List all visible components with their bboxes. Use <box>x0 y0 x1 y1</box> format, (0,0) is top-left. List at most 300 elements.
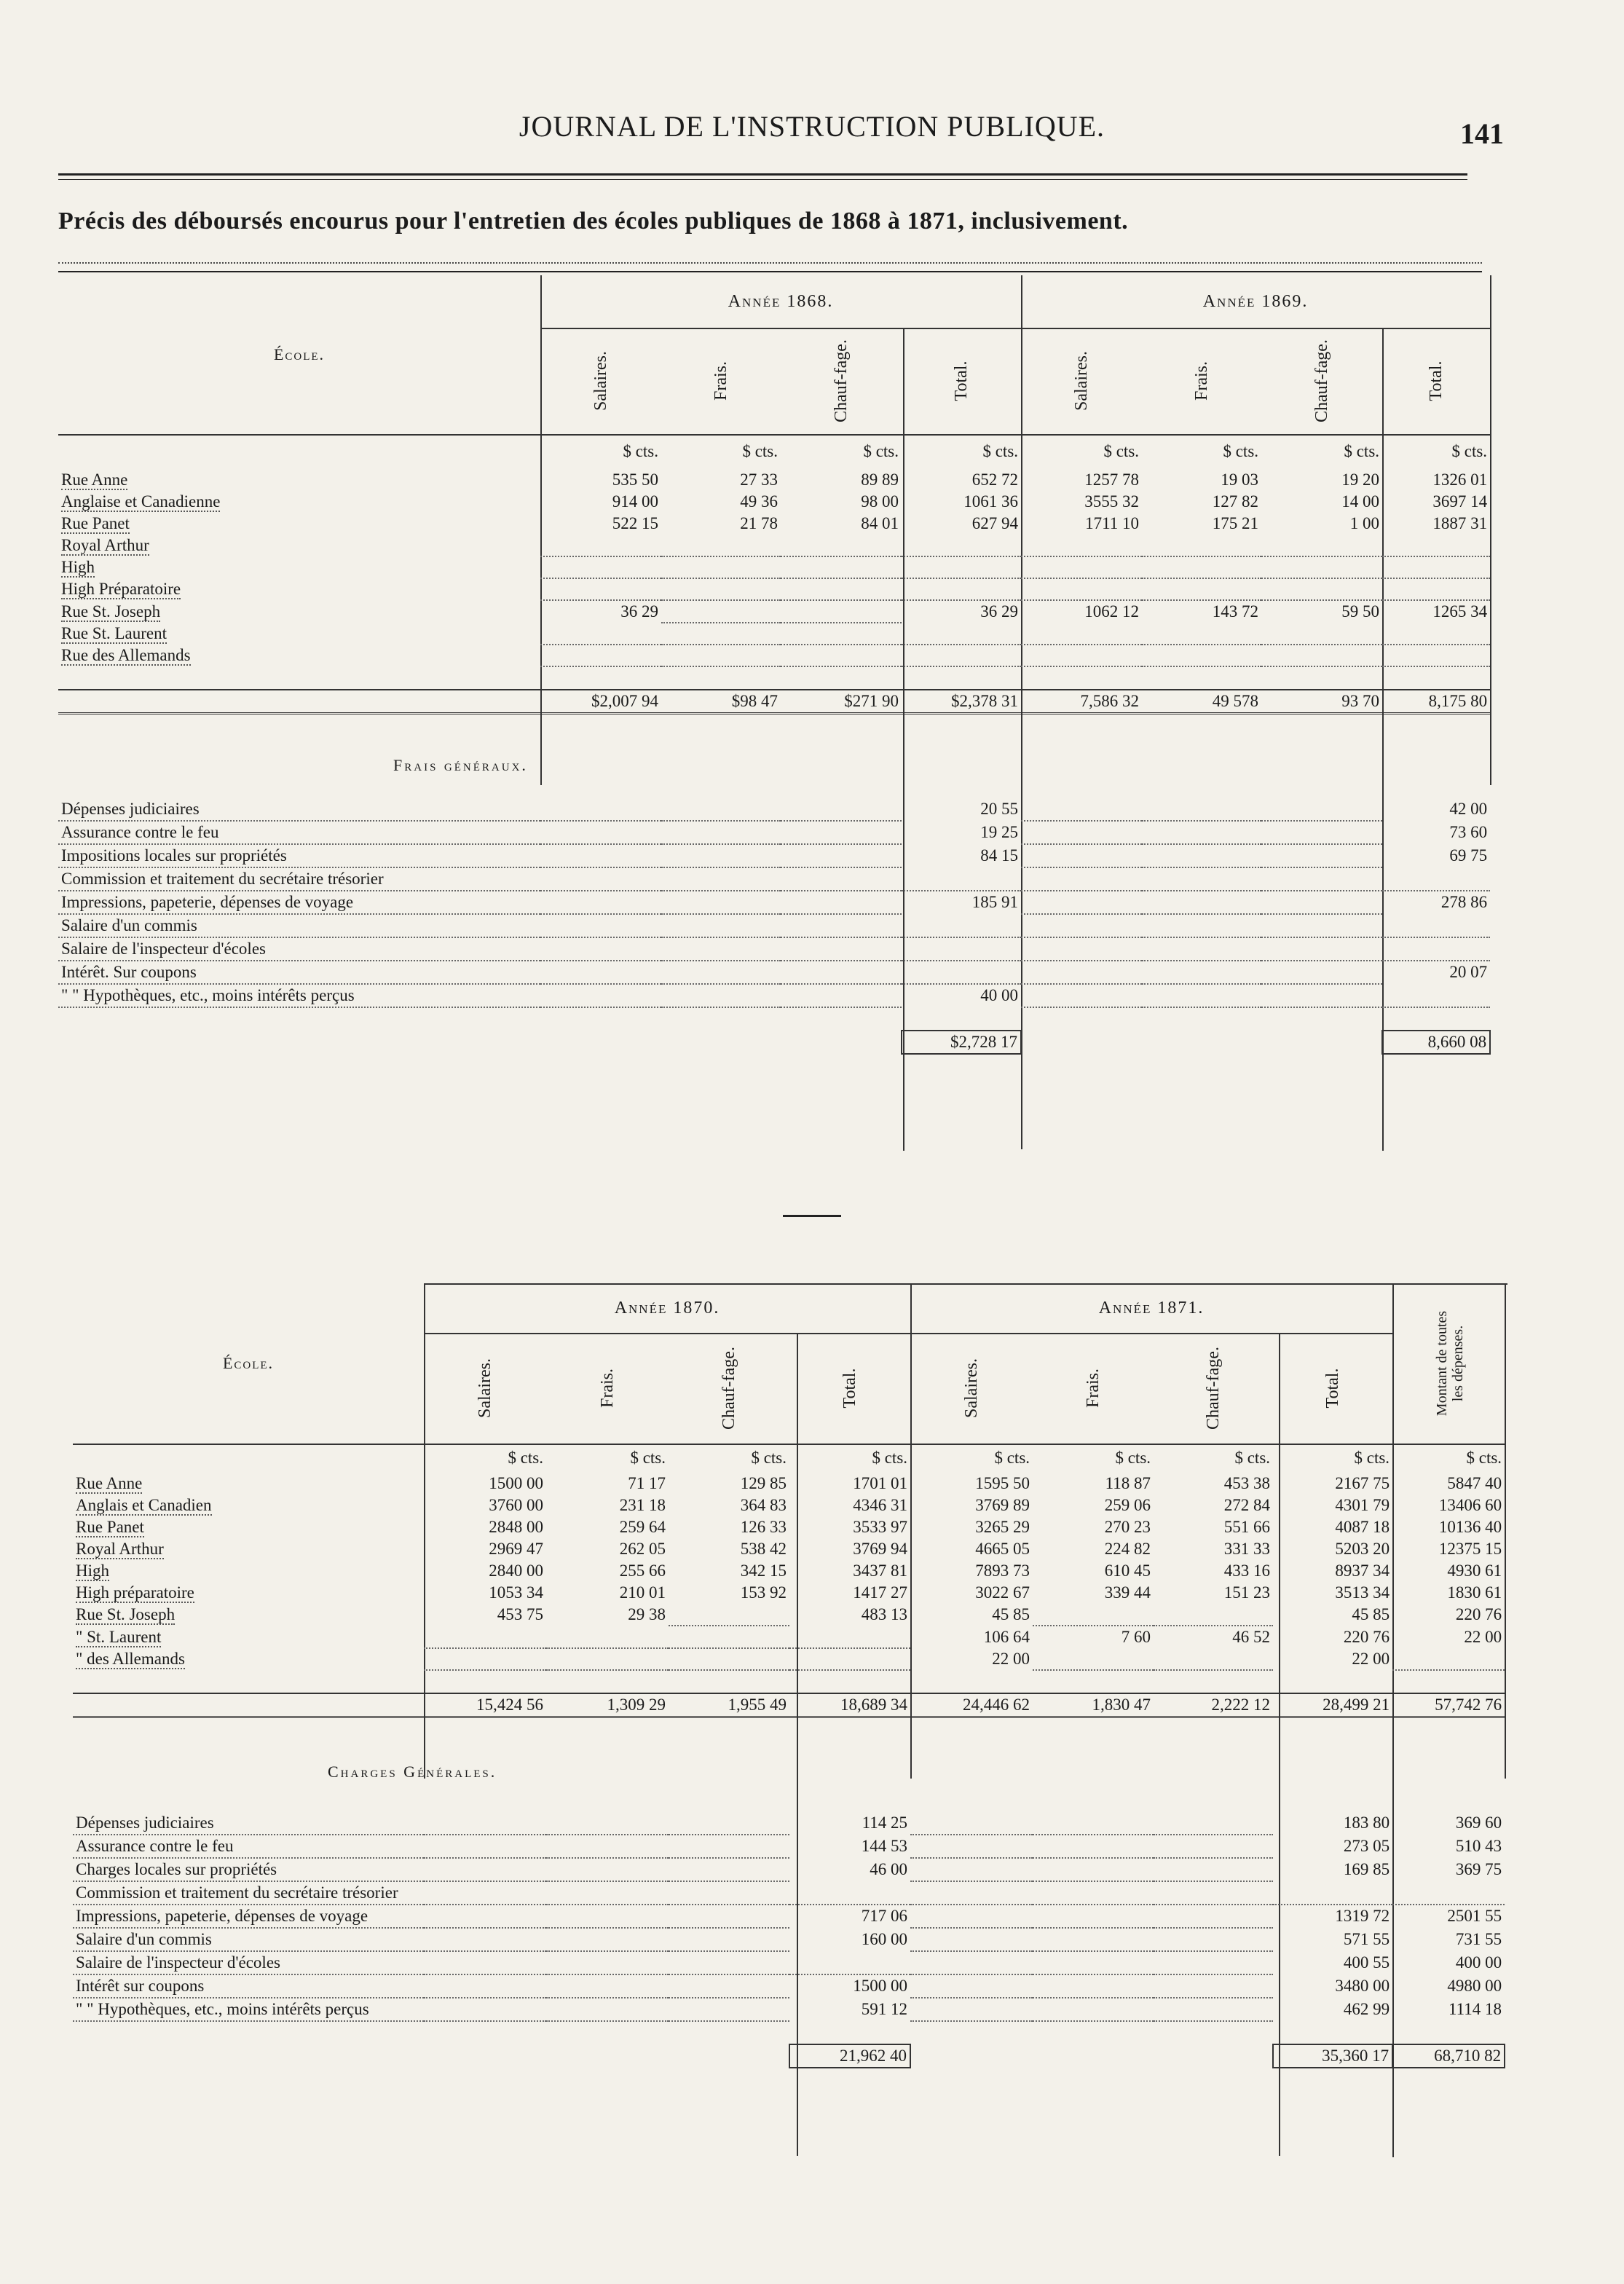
unit-label: $ cts. <box>1354 1449 1390 1467</box>
cell-value: 1257 78 <box>1084 470 1140 489</box>
title-rule <box>58 262 1482 264</box>
col-header: Salaires. <box>1072 351 1092 411</box>
expense-1871: 1319 72 <box>1335 1907 1390 1925</box>
cell-value <box>1021 645 1142 666</box>
section-divider <box>783 1215 841 1217</box>
col-header: Salaires. <box>962 1358 982 1418</box>
expense-row <box>73 1812 1505 1835</box>
school-name: Rue des Allemands <box>61 646 191 664</box>
cell-value: 3265 29 <box>975 1518 1030 1536</box>
table-row <box>58 645 1490 666</box>
expense-1869 <box>1382 914 1490 937</box>
unit-label: $ cts. <box>623 442 658 460</box>
cell-value: 71 17 <box>628 1474 666 1492</box>
expense-1869: 20 07 <box>1449 963 1488 981</box>
header-rule-thin <box>58 179 1467 180</box>
unit-label: $ cts. <box>863 442 899 460</box>
school-name: " des Allemands <box>76 1650 185 1668</box>
cell-value: 535 50 <box>612 470 658 489</box>
general-expenses-header: Frais généraux. <box>393 755 528 774</box>
expense-1871: 3480 00 <box>1335 1976 1390 1995</box>
table-row <box>73 1604 1505 1626</box>
expense-all-years: 369 60 <box>1455 1814 1502 1832</box>
cell-value <box>661 600 781 623</box>
expense-row <box>58 798 1490 821</box>
expense-label: Dépenses judiciaires <box>76 1813 214 1832</box>
cell-value <box>540 578 661 600</box>
total-cell: 49 578 <box>1142 690 1261 714</box>
table-row <box>73 1516 1505 1538</box>
cell-value: 3437 81 <box>853 1562 908 1580</box>
expense-1869: 278 86 <box>1440 893 1488 911</box>
total-cell: 15,424 56 <box>424 1693 546 1717</box>
cell-value: 5847 40 <box>1447 1474 1502 1492</box>
cell-value: 1326 01 <box>1432 470 1488 489</box>
expense-row <box>58 844 1490 867</box>
col-header: Total. <box>1427 361 1446 401</box>
expense-1870: 114 25 <box>862 1814 908 1832</box>
expense-label: Impressions, papeterie, dépenses de voyage <box>76 1906 368 1925</box>
expense-all-years: 369 75 <box>1455 1859 1502 1878</box>
cell-value: 13406 60 <box>1438 1496 1502 1514</box>
cell-value <box>781 645 902 666</box>
cell-value <box>781 578 902 600</box>
expense-row <box>58 984 1490 1007</box>
col-header: Total. <box>952 361 971 401</box>
unit-label: $ cts. <box>742 442 778 460</box>
units-row <box>73 1444 1505 1473</box>
school-name: " St. Laurent <box>76 1627 162 1646</box>
expense-all-years: 2501 55 <box>1447 1907 1502 1925</box>
cell-value: 1061 36 <box>963 492 1019 511</box>
cell-value <box>1021 535 1142 556</box>
col-header: Total. <box>1323 1368 1343 1409</box>
expense-1868: 40 00 <box>980 986 1019 1004</box>
total-cell: 1,309 29 <box>546 1693 669 1717</box>
cell-value: 1701 01 <box>853 1474 908 1492</box>
cell-value <box>669 1604 789 1626</box>
cell-value: 331 33 <box>1223 1540 1271 1558</box>
expense-1869 <box>1382 937 1490 961</box>
cell-value: 27 33 <box>740 470 778 489</box>
expense-label: Impositions locales sur propriétés <box>61 846 287 865</box>
cell-value: 127 82 <box>1212 492 1259 511</box>
cell-value: 143 72 <box>1212 602 1259 621</box>
cell-value: 262 05 <box>619 1540 666 1558</box>
unit-label: $ cts. <box>1344 442 1380 460</box>
grand-total-1871: 35,360 17 <box>1273 2044 1392 2068</box>
cell-value <box>546 1648 669 1670</box>
cell-value <box>1382 645 1490 666</box>
expense-row <box>58 961 1490 984</box>
total-row <box>58 690 1490 714</box>
cell-value: 153 92 <box>740 1583 787 1602</box>
table2-body <box>73 1473 1505 1670</box>
cell-value <box>540 623 661 645</box>
cell-value: 129 85 <box>740 1474 787 1492</box>
expense-1868: 84 15 <box>980 846 1019 865</box>
cell-value <box>1142 535 1261 556</box>
expense-row <box>73 1858 1505 1881</box>
cell-value: 433 16 <box>1223 1562 1271 1580</box>
grand-total-1868: $2,728 17 <box>902 1031 1021 1054</box>
expense-row <box>73 1951 1505 1974</box>
cell-value <box>902 556 1021 578</box>
table-row <box>73 1538 1505 1560</box>
cell-value: 4087 18 <box>1335 1518 1390 1536</box>
expense-label: Impressions, papeterie, dépenses de voyage <box>61 892 354 911</box>
cell-value: 98 00 <box>861 492 899 511</box>
table-1868-1869 <box>58 275 1491 1055</box>
school-name: Rue St. Joseph <box>61 602 161 621</box>
year-header-1870: Année 1870. <box>614 1299 720 1318</box>
unit-label: $ cts. <box>1451 442 1488 460</box>
table-title: Précis des déboursés encourus pour l'entretien des écoles publiques de 1868 à 1871, inclusivement. <box>58 208 1129 235</box>
year-header-1871: Année 1871. <box>1098 1299 1205 1318</box>
cell-value: 610 45 <box>1104 1562 1151 1580</box>
expense-label: Dépenses judiciaires <box>61 799 200 818</box>
col-header-total-all: Montant de toutes les dépenses. <box>1434 1310 1467 1417</box>
expense-all-years: 510 43 <box>1455 1836 1502 1855</box>
expense-1868 <box>902 867 1021 891</box>
unit-label: $ cts. <box>982 442 1019 460</box>
unit-label: $ cts. <box>630 1449 666 1467</box>
cell-value: 151 23 <box>1223 1583 1271 1602</box>
expense-row <box>73 1974 1505 1998</box>
unit-label: $ cts. <box>1115 1449 1151 1467</box>
expense-1871: 462 99 <box>1343 1999 1390 2018</box>
cell-value <box>902 623 1021 645</box>
total-cell: 57,742 76 <box>1392 1693 1505 1717</box>
cell-value <box>789 1626 910 1648</box>
cell-value <box>540 645 661 666</box>
expense-1870 <box>789 1951 910 1974</box>
ecole-header: École. <box>273 345 326 363</box>
cell-value <box>661 535 781 556</box>
cell-value <box>424 1626 546 1648</box>
expense-label: Salaire d'un commis <box>76 1929 212 1948</box>
table-row <box>58 491 1490 513</box>
cell-value: 483 13 <box>861 1605 908 1623</box>
cell-value: 3513 34 <box>1335 1583 1390 1602</box>
cell-value: 2840 00 <box>489 1562 543 1580</box>
cell-value <box>1142 578 1261 600</box>
cell-value: 652 72 <box>971 470 1019 489</box>
expense-row <box>73 1881 1505 1905</box>
cell-value: 259 64 <box>619 1518 666 1536</box>
cell-value: 1711 10 <box>1085 514 1140 532</box>
expense-row <box>58 891 1490 914</box>
cell-value: 19 20 <box>1341 470 1380 489</box>
cell-value <box>661 645 781 666</box>
col-header: Frais. <box>1084 1369 1103 1408</box>
expense-label: Intérêt sur coupons <box>76 1976 205 1995</box>
cell-value: 551 66 <box>1223 1518 1271 1536</box>
total-cell: 18,689 34 <box>789 1693 910 1717</box>
total-cell: 1,830 47 <box>1033 1693 1154 1717</box>
expense-1871: 273 05 <box>1343 1836 1390 1855</box>
expense-label: Salaire de l'inspecteur d'écoles <box>76 1953 280 1972</box>
cell-value: 45 85 <box>992 1605 1030 1623</box>
cell-value: 627 94 <box>971 514 1019 532</box>
expense-label: Salaire de l'inspecteur d'écoles <box>61 939 266 958</box>
unit-label: $ cts. <box>1103 442 1140 460</box>
grand-total-row <box>58 1031 1490 1054</box>
unit-label: $ cts. <box>508 1449 543 1467</box>
cell-value: 22 00 <box>1352 1650 1390 1668</box>
cell-value: 3769 94 <box>853 1540 908 1558</box>
cell-value <box>1142 623 1261 645</box>
cell-value <box>1033 1604 1154 1626</box>
cell-value: 3533 97 <box>853 1518 908 1536</box>
cell-value: 3555 32 <box>1084 492 1140 511</box>
expense-all-years <box>1392 1881 1505 1905</box>
cell-value: 22 00 <box>1464 1627 1502 1646</box>
table-1870-1871 <box>73 1283 1505 2068</box>
table-row <box>73 1495 1505 1516</box>
school-name: Rue St. Joseph <box>76 1605 176 1623</box>
cell-value <box>1142 645 1261 666</box>
table1-body <box>58 469 1490 666</box>
cell-value: 270 23 <box>1104 1518 1151 1536</box>
school-name: Rue Anne <box>61 470 128 489</box>
cell-value <box>661 556 781 578</box>
expense-1871: 183 80 <box>1343 1814 1390 1832</box>
cell-value: 10136 40 <box>1438 1518 1502 1536</box>
cell-value: 4301 79 <box>1335 1496 1390 1514</box>
cell-value: 538 42 <box>740 1540 787 1558</box>
total-cell: 1,955 49 <box>669 1693 789 1717</box>
ecole-header: École. <box>222 1354 275 1372</box>
total-cell: 28,499 21 <box>1273 1693 1392 1717</box>
cell-value <box>1382 556 1490 578</box>
col-header: Chauf-fage. <box>1204 1347 1223 1430</box>
cell-value: 49 36 <box>740 492 778 511</box>
expense-label: Charges locales sur propriétés <box>76 1859 277 1878</box>
cell-value: 2848 00 <box>489 1518 543 1536</box>
table-row <box>73 1582 1505 1604</box>
grand-total-1870: 21,962 40 <box>789 2044 910 2068</box>
cell-value <box>1261 556 1382 578</box>
grand-total-1869: 8,660 08 <box>1382 1031 1490 1054</box>
cell-value <box>1392 1648 1505 1670</box>
table-row <box>73 1648 1505 1670</box>
cell-value: 126 33 <box>740 1518 787 1536</box>
col-header: Total. <box>840 1368 860 1409</box>
expense-1870: 144 53 <box>861 1836 908 1855</box>
school-name: Rue St. Laurent <box>61 624 167 642</box>
total-cell: 24,446 62 <box>910 1693 1033 1717</box>
expense-all-years: 4980 00 <box>1447 1976 1502 1995</box>
cell-value: 29 38 <box>628 1605 666 1623</box>
total-cell: $271 90 <box>781 690 902 714</box>
cell-value <box>781 535 902 556</box>
expense-row <box>73 1835 1505 1858</box>
year-header-1868: Année 1868. <box>728 292 834 311</box>
cell-value: 522 15 <box>612 514 658 532</box>
cell-value: 220 76 <box>1343 1627 1390 1646</box>
school-name: Anglaise et Canadienne <box>61 492 221 511</box>
cell-value <box>661 623 781 645</box>
cell-value: 7 60 <box>1121 1628 1151 1646</box>
cell-value: 1830 61 <box>1447 1583 1502 1602</box>
unit-label: $ cts. <box>994 1449 1030 1467</box>
cell-value <box>1382 623 1490 645</box>
expense-label: " " Hypothèques, etc., moins intérêts perçus <box>61 985 355 1004</box>
unit-label: $ cts. <box>751 1449 787 1467</box>
expense-1868 <box>902 937 1021 961</box>
cell-value: 59 50 <box>1341 602 1380 621</box>
cell-value: 4665 05 <box>975 1540 1030 1558</box>
cell-value <box>781 600 902 623</box>
school-name: Anglais et Canadien <box>76 1496 212 1514</box>
cell-value <box>669 1626 789 1648</box>
cell-value: 5203 20 <box>1335 1540 1390 1558</box>
table-row <box>58 556 1490 578</box>
general-charges-header: Charges Générales. <box>328 1762 497 1781</box>
cell-value: 453 75 <box>497 1605 543 1623</box>
cell-value: 4346 31 <box>853 1496 908 1514</box>
cell-value: 3697 14 <box>1432 492 1488 511</box>
cell-value: 3760 00 <box>489 1496 543 1514</box>
cell-value: 1062 12 <box>1084 602 1140 621</box>
expense-label: Assurance contre le feu <box>76 1836 234 1855</box>
school-name: High <box>76 1562 109 1580</box>
expense-1870: 591 12 <box>861 1999 908 2018</box>
cell-value: 21 78 <box>740 514 778 532</box>
cell-value: 1053 34 <box>489 1583 543 1602</box>
cell-value <box>1382 578 1490 600</box>
cell-value: 220 76 <box>1455 1605 1502 1623</box>
cell-value <box>669 1648 789 1670</box>
cell-value: 1265 34 <box>1432 602 1488 621</box>
school-name: High préparatoire <box>76 1583 194 1602</box>
expense-1871: 400 55 <box>1343 1953 1390 1972</box>
cell-value: 22 00 <box>992 1650 1030 1668</box>
cell-value: 210 01 <box>619 1583 666 1602</box>
cell-value <box>1021 623 1142 645</box>
cell-value: 14 00 <box>1341 492 1380 511</box>
table-row <box>58 469 1490 491</box>
table-row <box>58 578 1490 600</box>
expense-row <box>73 1905 1505 1928</box>
cell-value: 1417 27 <box>853 1583 908 1602</box>
cell-value: 84 01 <box>861 514 899 532</box>
expense-1868: 19 25 <box>980 822 1019 841</box>
cell-value: 1 00 <box>1349 514 1380 532</box>
expense-1869: 69 75 <box>1449 846 1488 865</box>
cell-value: 259 06 <box>1104 1496 1151 1514</box>
cell-value <box>424 1648 546 1670</box>
units-row <box>58 434 1490 469</box>
col-header: Salaires. <box>476 1358 494 1418</box>
school-name: Rue Anne <box>76 1474 143 1492</box>
cell-value: 19 03 <box>1221 470 1259 489</box>
col-header: Chauf-fage. <box>1312 339 1332 422</box>
total-row <box>73 1693 1505 1717</box>
cell-value: 4930 61 <box>1447 1562 1502 1580</box>
expense-1871 <box>1273 1881 1392 1905</box>
cell-value: 1887 31 <box>1432 514 1488 532</box>
header-rule <box>58 173 1467 176</box>
table-row <box>58 513 1490 535</box>
cell-value: 45 85 <box>1352 1605 1390 1623</box>
cell-value: 453 38 <box>1223 1474 1271 1492</box>
expense-1868 <box>902 914 1021 937</box>
cell-value: 1595 50 <box>975 1474 1030 1492</box>
total-cell: 7,586 32 <box>1021 690 1142 714</box>
school-name: Rue Panet <box>76 1518 144 1536</box>
expense-all-years: 400 00 <box>1455 1953 1502 1972</box>
expense-1868: 185 91 <box>971 893 1019 911</box>
col-header: Chauf-fage. <box>720 1347 738 1430</box>
cell-value: 118 87 <box>1105 1474 1151 1492</box>
expense-label: Commission et traitement du secrétaire trésorier <box>76 1883 398 1902</box>
expense-1870 <box>789 1881 910 1905</box>
expense-1870: 46 00 <box>870 1859 908 1878</box>
cell-value <box>902 645 1021 666</box>
cell-value <box>1261 645 1382 666</box>
cell-value <box>1142 556 1261 578</box>
col-header: Frais. <box>598 1369 617 1408</box>
school-name: High Préparatoire <box>61 580 181 598</box>
expense-row <box>58 867 1490 891</box>
expense-1868 <box>902 961 1021 984</box>
cell-value: 255 66 <box>619 1562 666 1580</box>
cell-value <box>1021 556 1142 578</box>
total-cell: $2,007 94 <box>540 690 661 714</box>
cell-value <box>902 535 1021 556</box>
cell-value: 7893 73 <box>975 1562 1030 1580</box>
cell-value <box>1154 1604 1273 1626</box>
cell-value <box>1382 535 1490 556</box>
grand-total-all: 68,710 82 <box>1392 2044 1505 2068</box>
expense-row <box>73 1998 1505 2021</box>
cell-value: 272 84 <box>1223 1496 1271 1514</box>
unit-label: $ cts. <box>1234 1449 1271 1467</box>
title-rule-2 <box>58 271 1482 272</box>
cell-value: 89 89 <box>861 470 899 489</box>
table2-general <box>73 1812 1505 2021</box>
cell-value: 36 29 <box>980 602 1019 621</box>
grand-total-row <box>73 2044 1505 2068</box>
cell-value <box>902 578 1021 600</box>
cell-value: 364 83 <box>740 1496 787 1514</box>
cell-value <box>1261 578 1382 600</box>
expense-row <box>73 1928 1505 1951</box>
col-header: Frais. <box>1192 361 1212 401</box>
expense-1868: 20 55 <box>980 800 1019 818</box>
cell-value <box>789 1648 910 1670</box>
expense-1870: 717 06 <box>861 1907 908 1925</box>
expense-label: Intérêt. Sur coupons <box>61 962 197 981</box>
expense-1869 <box>1382 984 1490 1007</box>
year-header-1869: Année 1869. <box>1202 292 1309 311</box>
col-header: Frais. <box>712 361 730 401</box>
expense-1869: 73 60 <box>1449 822 1488 841</box>
cell-value: 106 64 <box>983 1627 1030 1646</box>
col-header: Chauf-fage. <box>832 339 851 422</box>
page-number: 141 <box>1460 117 1504 150</box>
expense-1871: 571 55 <box>1343 1929 1390 1948</box>
table1-general <box>58 798 1490 1007</box>
cell-value: 8937 34 <box>1335 1562 1390 1580</box>
school-name: Royal Arthur <box>76 1540 164 1558</box>
cell-value: 231 18 <box>619 1496 666 1514</box>
expense-1870: 160 00 <box>861 1929 908 1948</box>
cell-value: 342 15 <box>740 1562 787 1580</box>
expense-all-years: 1114 18 <box>1448 1999 1502 2018</box>
